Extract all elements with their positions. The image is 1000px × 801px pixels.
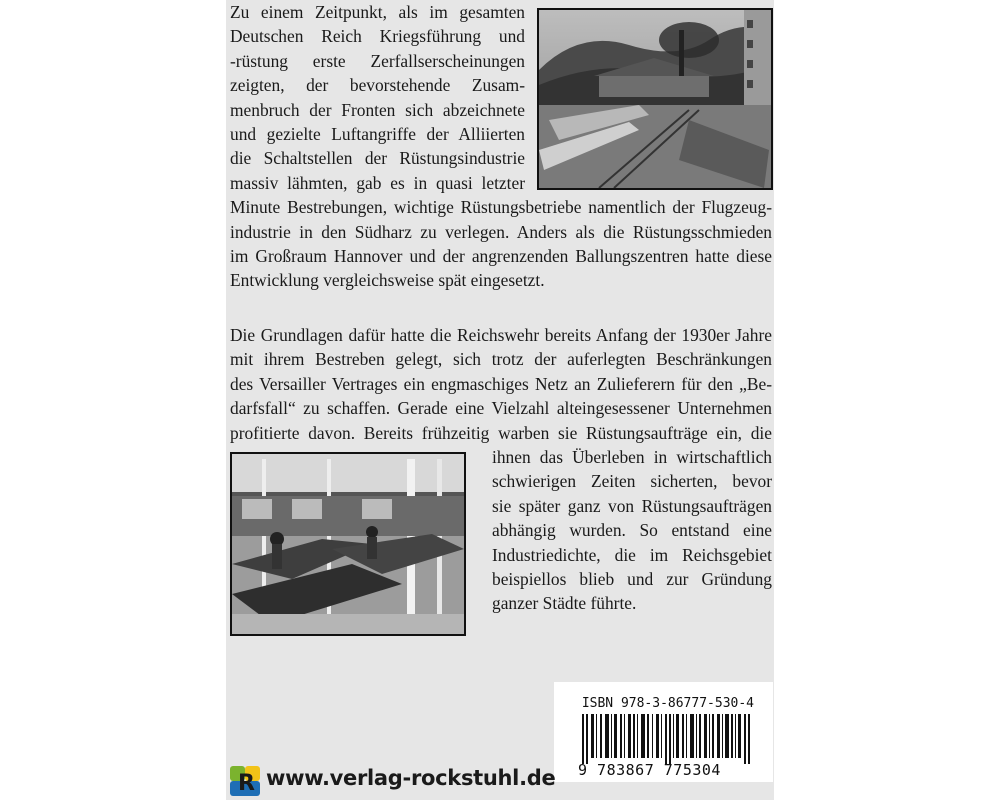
isbn-label: ISBN 978-3-86777-530-4 bbox=[581, 696, 754, 711]
text-line: zeigten, der bevorstehende Zusam- bbox=[230, 75, 525, 96]
text-line: ganzer Städte führte. bbox=[492, 593, 637, 614]
text-line: ihnen das Überleben in wirtschaftlich bbox=[492, 447, 772, 467]
factory-photo bbox=[537, 8, 773, 190]
text-line: darfsfall“ zu schaffen. Gerade eine Vielzahl alteingesessener Unternehmen bbox=[230, 398, 772, 419]
publisher-website-link[interactable]: www.verlag-rockstuhl.de bbox=[266, 766, 556, 790]
isbn-barcode-box bbox=[554, 682, 773, 782]
text-line: beispiellos blieb und zur Gründung bbox=[492, 569, 772, 590]
paragraph-2 bbox=[230, 323, 772, 445]
text-line: des Versailler Vertrages ein engmaschiges Netz an Zulieferern für den „Be- bbox=[230, 373, 772, 394]
text-line: die Schaltstellen der Rüstungsindustrie bbox=[230, 148, 525, 169]
text-line: mit ihrem Bestreben gelegt, sich trotz der auferlegten Beschränkungen bbox=[230, 349, 772, 370]
text-line: Minute Bestrebungen, wichtige Rüstungsbetriebe namentlich der Flugzeug- bbox=[230, 197, 772, 218]
text-line: Deutschen Reich Kriegsführung und bbox=[230, 26, 525, 47]
text-line: massiv lähmten, gab es in quasi letzter bbox=[230, 172, 525, 193]
text-line: Entwicklung vergleichsweise spät eingesetzt. bbox=[230, 270, 545, 291]
text-line: menbruch der Fronten sich abzeichnete bbox=[230, 99, 525, 120]
barcode-digits: 9 783867 775304 bbox=[578, 761, 721, 779]
text-line: und gezielte Luftangriffe der Alliierten bbox=[230, 124, 525, 145]
text-line: abhängig wurden. So entstand eine bbox=[492, 520, 772, 541]
barcode bbox=[582, 714, 754, 764]
logo-letter: R bbox=[238, 771, 255, 796]
workshop-photo bbox=[230, 452, 466, 636]
text-line: industrie in den Südharz zu verlegen. Anders als die Rüstungsschmieden bbox=[230, 221, 772, 242]
text-line: profitierte davon. Bereits frühzeitig warben sie Rüstungsaufträge ein, die bbox=[230, 422, 772, 443]
text-line: Die Grundlagen dafür hatte die Reichswehr bereits Anfang der 1930er Jahre bbox=[230, 325, 772, 345]
text-line: im Großraum Hannover und der angrenzenden Ballungszentren hatte diese bbox=[230, 246, 772, 267]
text-line: sie später ganz von Rüstungsaufträgen bbox=[492, 495, 772, 516]
text-line: -rüstung erste Zerfallserscheinungen bbox=[230, 50, 525, 71]
rockstuhl-logo bbox=[230, 766, 260, 796]
paragraph-2-continued bbox=[492, 445, 772, 616]
text-line: schwierigen Zeiten sicherten, bevor bbox=[492, 471, 772, 492]
text-line: Industriedichte, die im Reichsgebiet bbox=[492, 544, 772, 565]
text-line: Zu einem Zeitpunkt, als im gesamten bbox=[230, 2, 525, 22]
